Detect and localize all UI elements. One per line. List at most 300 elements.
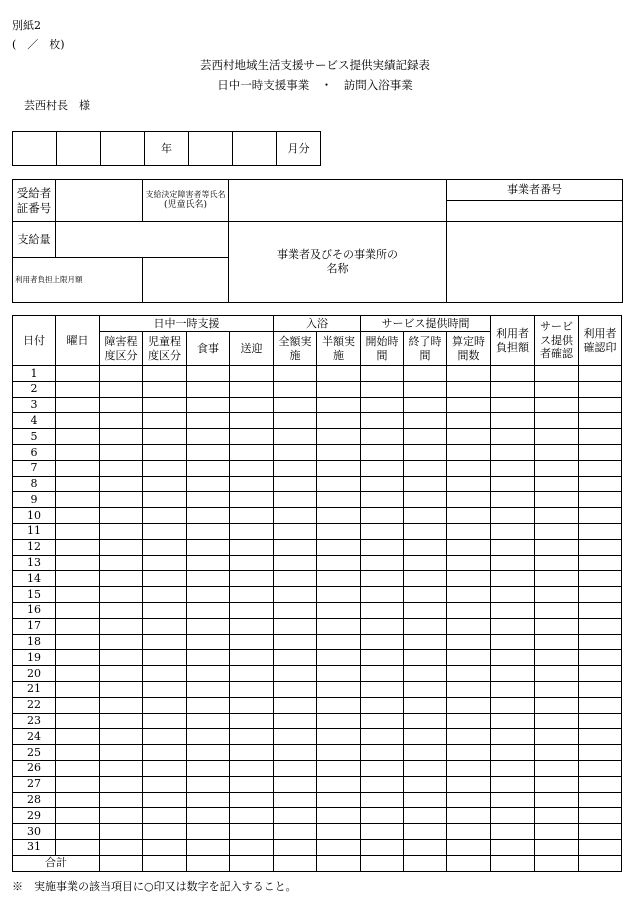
entry-cell[interactable] [535,618,579,634]
entry-cell[interactable] [56,745,100,761]
entry-cell[interactable] [100,539,143,555]
entry-cell[interactable] [361,460,404,476]
entry-cell[interactable] [100,824,143,840]
entry-cell[interactable] [491,650,535,666]
entry-cell[interactable] [100,381,143,397]
entry-cell[interactable] [491,413,535,429]
entry-cell[interactable] [361,539,404,555]
entry-cell[interactable] [274,681,317,697]
entry-cell[interactable] [404,745,447,761]
entry-cell[interactable] [447,413,491,429]
entry-cell[interactable] [187,555,230,571]
entry-cell[interactable] [187,602,230,618]
entry-cell[interactable] [143,618,187,634]
entry-cell[interactable] [187,444,230,460]
entry-cell[interactable] [535,413,579,429]
entry-cell[interactable] [361,808,404,824]
entry-cell[interactable] [317,808,361,824]
entry-cell[interactable] [100,476,143,492]
entry-cell[interactable] [100,792,143,808]
entry-cell[interactable] [56,413,100,429]
entry-cell[interactable] [447,555,491,571]
entry-cell[interactable] [404,839,447,855]
entry-cell[interactable] [579,776,622,792]
entry-cell[interactable] [56,808,100,824]
entry-cell[interactable] [579,366,622,382]
year-digit-cell[interactable] [57,132,101,166]
entry-cell[interactable] [579,413,622,429]
entry-cell[interactable] [100,776,143,792]
entry-cell[interactable] [100,397,143,413]
entry-cell[interactable] [491,523,535,539]
entry-cell[interactable] [535,729,579,745]
entry-cell[interactable] [491,508,535,524]
entry-cell[interactable] [100,444,143,460]
entry-cell[interactable] [535,776,579,792]
entry-cell[interactable] [187,760,230,776]
entry-cell[interactable] [361,571,404,587]
entry-cell[interactable] [361,429,404,445]
entry-cell[interactable] [535,429,579,445]
entry-cell[interactable] [187,666,230,682]
entry-cell[interactable] [274,523,317,539]
entry-cell[interactable] [187,508,230,524]
entry-cell[interactable] [100,602,143,618]
entry-cell[interactable] [317,476,361,492]
entry-cell[interactable] [404,381,447,397]
entry-cell[interactable] [491,381,535,397]
entry-cell[interactable] [535,381,579,397]
entry-cell[interactable] [361,729,404,745]
entry-cell[interactable] [143,444,187,460]
entry-cell[interactable] [317,618,361,634]
supply-amount-field[interactable] [56,222,229,257]
entry-cell[interactable] [404,760,447,776]
entry-cell[interactable] [535,476,579,492]
entry-cell[interactable] [230,839,274,855]
entry-cell[interactable] [404,444,447,460]
entry-cell[interactable] [187,460,230,476]
entry-cell[interactable] [187,492,230,508]
entry-cell[interactable] [100,650,143,666]
entry-cell[interactable] [579,492,622,508]
entry-cell[interactable] [56,681,100,697]
entry-cell[interactable] [317,697,361,713]
entry-cell[interactable] [579,618,622,634]
entry-cell[interactable] [230,555,274,571]
entry-cell[interactable] [56,792,100,808]
entry-cell[interactable] [491,539,535,555]
entry-cell[interactable] [100,729,143,745]
entry-cell[interactable] [317,508,361,524]
entry-cell[interactable] [187,539,230,555]
entry-cell[interactable] [230,697,274,713]
entry-cell[interactable] [404,571,447,587]
entry-cell[interactable] [187,697,230,713]
entry-cell[interactable] [143,650,187,666]
entry-cell[interactable] [535,492,579,508]
entry-cell[interactable] [535,792,579,808]
entry-cell[interactable] [100,618,143,634]
entry-cell[interactable] [56,539,100,555]
entry-cell[interactable] [100,555,143,571]
entry-cell[interactable] [491,571,535,587]
entry-cell[interactable] [230,602,274,618]
entry-cell[interactable] [404,824,447,840]
entry-cell[interactable] [361,602,404,618]
entry-cell[interactable] [579,381,622,397]
entry-cell[interactable] [274,366,317,382]
entry-cell[interactable] [274,729,317,745]
entry-cell[interactable] [230,397,274,413]
entry-cell[interactable] [491,666,535,682]
entry-cell[interactable] [579,745,622,761]
total-cell[interactable] [447,855,491,871]
entry-cell[interactable] [317,366,361,382]
entry-cell[interactable] [56,587,100,603]
entry-cell[interactable] [187,745,230,761]
entry-cell[interactable] [579,729,622,745]
entry-cell[interactable] [447,681,491,697]
entry-cell[interactable] [535,634,579,650]
entry-cell[interactable] [56,444,100,460]
entry-cell[interactable] [361,634,404,650]
entry-cell[interactable] [491,587,535,603]
entry-cell[interactable] [317,760,361,776]
entry-cell[interactable] [143,366,187,382]
entry-cell[interactable] [230,366,274,382]
entry-cell[interactable] [317,729,361,745]
entry-cell[interactable] [579,634,622,650]
entry-cell[interactable] [56,839,100,855]
entry-cell[interactable] [317,666,361,682]
entry-cell[interactable] [317,745,361,761]
entry-cell[interactable] [100,523,143,539]
entry-cell[interactable] [491,760,535,776]
entry-cell[interactable] [535,839,579,855]
entry-cell[interactable] [143,776,187,792]
entry-cell[interactable] [230,476,274,492]
entry-cell[interactable] [317,444,361,460]
entry-cell[interactable] [404,666,447,682]
entry-cell[interactable] [317,571,361,587]
entry-cell[interactable] [447,444,491,460]
entry-cell[interactable] [143,824,187,840]
entry-cell[interactable] [143,413,187,429]
entry-cell[interactable] [143,381,187,397]
entry-cell[interactable] [100,839,143,855]
entry-cell[interactable] [447,366,491,382]
entry-cell[interactable] [447,745,491,761]
entry-cell[interactable] [361,555,404,571]
entry-cell[interactable] [535,587,579,603]
entry-cell[interactable] [317,602,361,618]
entry-cell[interactable] [579,602,622,618]
entry-cell[interactable] [404,776,447,792]
entry-cell[interactable] [535,397,579,413]
entry-cell[interactable] [317,413,361,429]
entry-cell[interactable] [274,476,317,492]
entry-cell[interactable] [56,713,100,729]
entry-cell[interactable] [491,444,535,460]
total-cell[interactable] [230,855,274,871]
entry-cell[interactable] [447,429,491,445]
entry-cell[interactable] [187,476,230,492]
entry-cell[interactable] [447,729,491,745]
entry-cell[interactable] [317,460,361,476]
entry-cell[interactable] [100,508,143,524]
entry-cell[interactable] [535,713,579,729]
entry-cell[interactable] [230,381,274,397]
entry-cell[interactable] [491,824,535,840]
entry-cell[interactable] [491,460,535,476]
entry-cell[interactable] [579,839,622,855]
total-cell[interactable] [317,855,361,871]
entry-cell[interactable] [491,618,535,634]
entry-cell[interactable] [447,460,491,476]
entry-cell[interactable] [274,697,317,713]
entry-cell[interactable] [317,713,361,729]
entry-cell[interactable] [579,760,622,776]
total-cell[interactable] [143,855,187,871]
entry-cell[interactable] [361,397,404,413]
entry-cell[interactable] [56,397,100,413]
entry-cell[interactable] [491,397,535,413]
entry-cell[interactable] [535,681,579,697]
entry-cell[interactable] [535,444,579,460]
entry-cell[interactable] [100,681,143,697]
entry-cell[interactable] [447,618,491,634]
entry-cell[interactable] [274,650,317,666]
entry-cell[interactable] [56,729,100,745]
entry-cell[interactable] [274,587,317,603]
entry-cell[interactable] [274,808,317,824]
entry-cell[interactable] [274,776,317,792]
entry-cell[interactable] [404,650,447,666]
entry-cell[interactable] [230,444,274,460]
entry-cell[interactable] [230,523,274,539]
entry-cell[interactable] [535,523,579,539]
entry-cell[interactable] [579,808,622,824]
entry-cell[interactable] [317,839,361,855]
entry-cell[interactable] [143,476,187,492]
entry-cell[interactable] [187,634,230,650]
entry-cell[interactable] [187,808,230,824]
entry-cell[interactable] [274,839,317,855]
entry-cell[interactable] [361,792,404,808]
entry-cell[interactable] [535,366,579,382]
entry-cell[interactable] [491,492,535,508]
entry-cell[interactable] [274,508,317,524]
entry-cell[interactable] [100,429,143,445]
entry-cell[interactable] [491,681,535,697]
entry-cell[interactable] [404,587,447,603]
entry-cell[interactable] [230,539,274,555]
entry-cell[interactable] [230,792,274,808]
entry-cell[interactable] [317,824,361,840]
total-cell[interactable] [100,855,143,871]
entry-cell[interactable] [143,745,187,761]
entry-cell[interactable] [447,760,491,776]
entry-cell[interactable] [56,492,100,508]
entry-cell[interactable] [143,697,187,713]
entry-cell[interactable] [361,523,404,539]
entry-cell[interactable] [230,492,274,508]
entry-cell[interactable] [404,808,447,824]
entry-cell[interactable] [100,413,143,429]
entry-cell[interactable] [187,366,230,382]
entry-cell[interactable] [143,555,187,571]
entry-cell[interactable] [361,681,404,697]
entry-cell[interactable] [143,634,187,650]
entry-cell[interactable] [535,555,579,571]
entry-cell[interactable] [317,381,361,397]
entry-cell[interactable] [491,792,535,808]
entry-cell[interactable] [404,555,447,571]
entry-cell[interactable] [100,366,143,382]
entry-cell[interactable] [187,681,230,697]
entry-cell[interactable] [361,476,404,492]
entry-cell[interactable] [56,824,100,840]
certified-person-field[interactable] [229,180,447,222]
entry-cell[interactable] [491,476,535,492]
year-digit-cell[interactable] [101,132,145,166]
entry-cell[interactable] [143,729,187,745]
entry-cell[interactable] [187,523,230,539]
entry-cell[interactable] [143,397,187,413]
entry-cell[interactable] [361,760,404,776]
entry-cell[interactable] [579,539,622,555]
entry-cell[interactable] [143,460,187,476]
entry-cell[interactable] [447,381,491,397]
entry-cell[interactable] [404,492,447,508]
entry-cell[interactable] [274,381,317,397]
entry-cell[interactable] [404,681,447,697]
entry-cell[interactable] [361,366,404,382]
entry-cell[interactable] [447,776,491,792]
entry-cell[interactable] [447,666,491,682]
total-cell[interactable] [404,855,447,871]
entry-cell[interactable] [187,413,230,429]
entry-cell[interactable] [447,634,491,650]
entry-cell[interactable] [447,508,491,524]
total-cell[interactable] [187,855,230,871]
entry-cell[interactable] [230,413,274,429]
entry-cell[interactable] [143,792,187,808]
entry-cell[interactable] [143,760,187,776]
entry-cell[interactable] [361,444,404,460]
entry-cell[interactable] [187,381,230,397]
monthly-cap-field[interactable] [143,257,229,302]
entry-cell[interactable] [56,650,100,666]
entry-cell[interactable] [100,460,143,476]
entry-cell[interactable] [274,539,317,555]
entry-cell[interactable] [274,760,317,776]
entry-cell[interactable] [56,555,100,571]
entry-cell[interactable] [404,618,447,634]
entry-cell[interactable] [361,492,404,508]
entry-cell[interactable] [317,650,361,666]
entry-cell[interactable] [404,460,447,476]
entry-cell[interactable] [404,366,447,382]
entry-cell[interactable] [230,460,274,476]
entry-cell[interactable] [535,666,579,682]
entry-cell[interactable] [579,555,622,571]
entry-cell[interactable] [230,713,274,729]
entry-cell[interactable] [317,555,361,571]
entry-cell[interactable] [56,460,100,476]
entry-cell[interactable] [100,713,143,729]
entry-cell[interactable] [491,729,535,745]
entry-cell[interactable] [274,555,317,571]
entry-cell[interactable] [491,839,535,855]
entry-cell[interactable] [361,381,404,397]
entry-cell[interactable] [361,587,404,603]
entry-cell[interactable] [230,808,274,824]
entry-cell[interactable] [143,539,187,555]
entry-cell[interactable] [535,808,579,824]
entry-cell[interactable] [187,792,230,808]
entry-cell[interactable] [491,745,535,761]
entry-cell[interactable] [317,397,361,413]
entry-cell[interactable] [579,824,622,840]
entry-cell[interactable] [56,760,100,776]
entry-cell[interactable] [447,523,491,539]
entry-cell[interactable] [56,429,100,445]
year-digit-cell[interactable] [13,132,57,166]
entry-cell[interactable] [579,523,622,539]
entry-cell[interactable] [143,808,187,824]
entry-cell[interactable] [361,618,404,634]
entry-cell[interactable] [404,634,447,650]
entry-cell[interactable] [447,602,491,618]
entry-cell[interactable] [56,571,100,587]
entry-cell[interactable] [100,571,143,587]
entry-cell[interactable] [187,713,230,729]
entry-cell[interactable] [100,634,143,650]
entry-cell[interactable] [447,492,491,508]
entry-cell[interactable] [491,602,535,618]
entry-cell[interactable] [535,571,579,587]
entry-cell[interactable] [143,508,187,524]
entry-cell[interactable] [404,713,447,729]
entry-cell[interactable] [579,460,622,476]
entry-cell[interactable] [535,508,579,524]
entry-cell[interactable] [447,397,491,413]
entry-cell[interactable] [56,508,100,524]
entry-cell[interactable] [361,824,404,840]
entry-cell[interactable] [361,713,404,729]
entry-cell[interactable] [274,571,317,587]
entry-cell[interactable] [404,397,447,413]
entry-cell[interactable] [187,618,230,634]
entry-cell[interactable] [404,539,447,555]
entry-cell[interactable] [100,745,143,761]
entry-cell[interactable] [361,745,404,761]
entry-cell[interactable] [317,634,361,650]
entry-cell[interactable] [404,476,447,492]
entry-cell[interactable] [274,634,317,650]
entry-cell[interactable] [491,366,535,382]
entry-cell[interactable] [274,824,317,840]
entry-cell[interactable] [230,650,274,666]
entry-cell[interactable] [579,397,622,413]
entry-cell[interactable] [230,666,274,682]
entry-cell[interactable] [100,666,143,682]
entry-cell[interactable] [361,666,404,682]
entry-cell[interactable] [274,444,317,460]
entry-cell[interactable] [56,666,100,682]
